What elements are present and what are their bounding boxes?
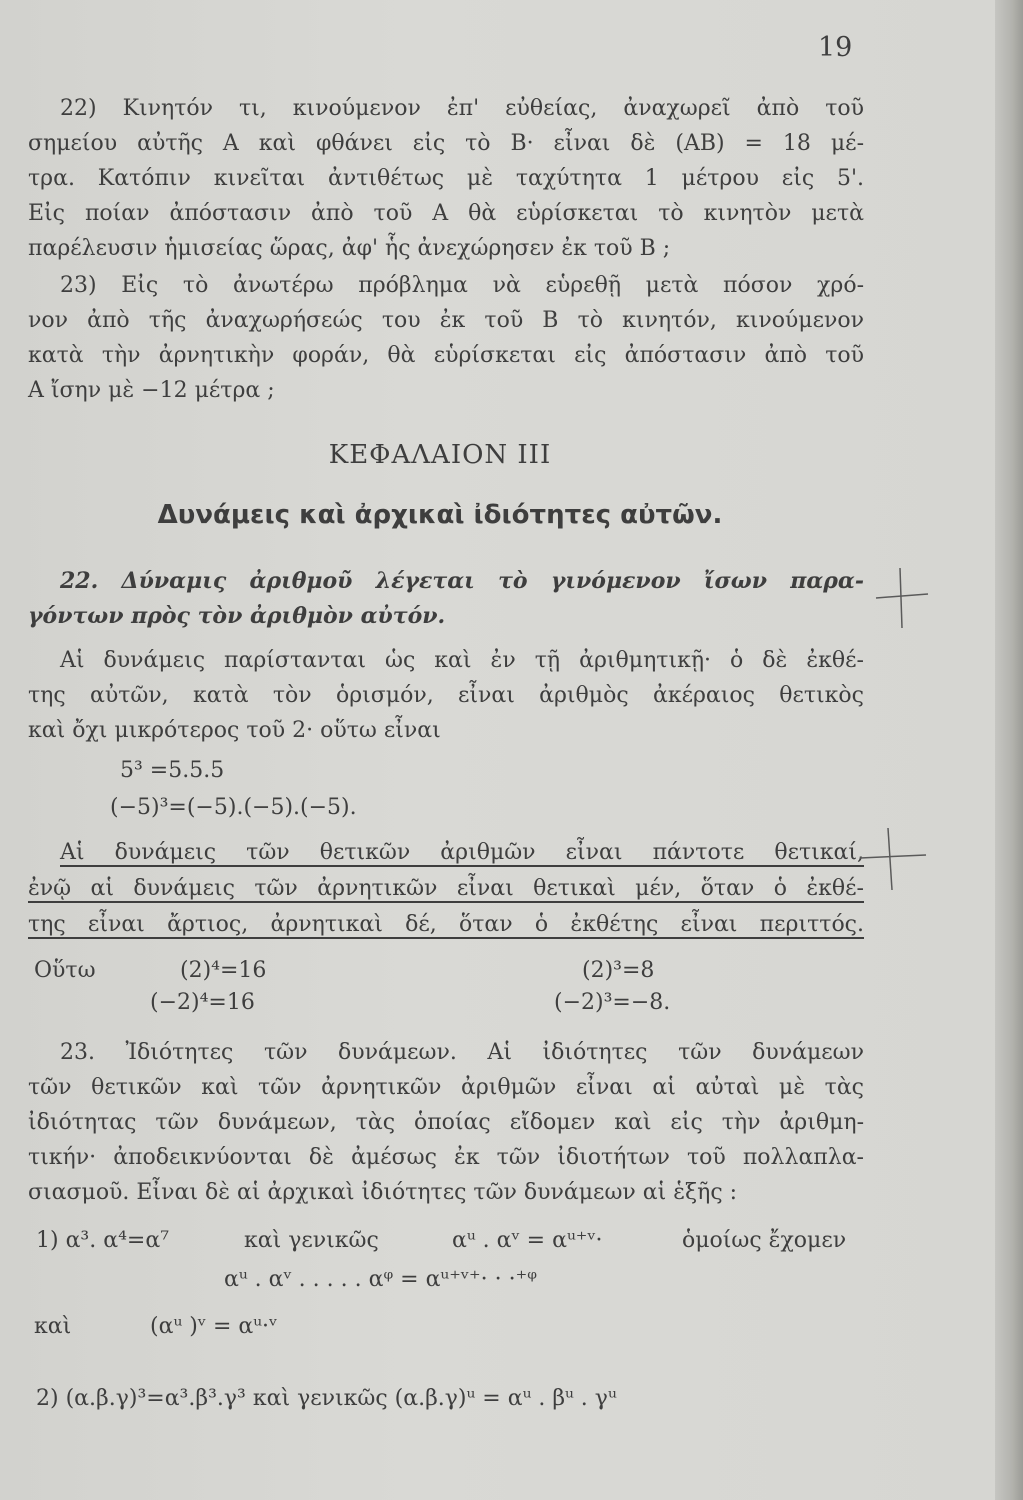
property-1-formula: αᵘ . αᵛ = αᵘ⁺ᵛ· (452, 1228, 603, 1253)
problem-23-line: νον ἀπὸ τῆς ἀναχωρήσεώς του ἐκ τοῦ Β τὸ κινητόν, κινούμενον (28, 308, 864, 333)
problem-22-line: 22) Κινητόν τι, κινούμενον ἐπ' εὐθείας, ἀναχωρεῖ ἀπὸ τοῦ (60, 96, 864, 121)
section-22-rule: Αἱ δυνάμεις τῶν θετικῶν ἀριθμῶν εἶναι πάντοτε θετικαί, (60, 840, 864, 865)
problem-22-line: τρα. Κατόπιν κινεῖται ἀντιθέτως μὲ ταχύτητα 1 μέτρου εἰς 5'. (28, 166, 864, 191)
section-22-definition: γόντων πρὸς τὸν ἀριθμὸν αὐτόν. (28, 603, 446, 629)
examples-label: Οὕτω (34, 958, 96, 983)
chapter-title: ΚΕΦΑΛΑΙΟΝ ΙΙΙ (328, 440, 552, 470)
problem-22-line: παρέλευσιν ἡμισείας ὥρας, ἀφ' ἧς ἀνεχώρησεν ἐκ τοῦ Β ; (28, 236, 671, 261)
pencil-cross-mark (900, 568, 902, 628)
section-22-rule: ἐνῷ αἱ δυνάμεις τῶν ἀρνητικῶν εἶναι θετικαὶ μέν, ὅταν ὁ ἐκθέ- (28, 876, 864, 901)
problem-22-line: σημείου αὐτῆς Α καὶ φθάνει εἰς τὸ Β· εἶναι δὲ (ΑΒ) = 18 μέ- (28, 131, 864, 156)
pencil-cross-mark (888, 828, 892, 890)
equation-minus-5-cubed: (−5)³=(−5).(−5).(−5). (110, 795, 357, 820)
example-power: (2)³=8 (582, 958, 655, 983)
section-23-line: σιασμοῦ. Εἶναι δὲ αἱ ἀρχικαὶ ἰδιότητες τῶν δυνάμεων αἱ ἑξῆς : (28, 1180, 738, 1205)
property-1-general-formula: αᵘ . αᵛ . . . . . αᵠ = αᵘ⁺ᵛ⁺· · ·⁺ᵠ (224, 1267, 537, 1292)
section-22-body: Αἱ δυνάμεις παρίστανται ὡς καὶ ἐν τῇ ἀριθμητικῇ· ὁ δὲ ἐκθέ- (60, 648, 864, 673)
property-power-formula: (αᵘ )ᵛ = αᵘ·ᵛ (150, 1314, 278, 1339)
problem-23-line: Α ἴσην μὲ −12 μέτρα ; (28, 378, 275, 403)
page-number: 19 (818, 32, 853, 63)
section-23-line: τικήν· ἀποδεικνύονται δὲ ἀμέσως ἐκ τῶν ἰδιοτήτων τοῦ πολλαπλα- (28, 1145, 864, 1170)
property-1-tail: ὁμοίως ἔχομεν (682, 1228, 847, 1253)
equation-5-cubed: 5³ =5.5.5 (120, 758, 225, 783)
section-23-line: τῶν θετικῶν καὶ τῶν ἀρνητικῶν ἀριθμῶν εἶναι αἱ αὐταὶ μὲ τὰς (28, 1075, 864, 1100)
example-power: (−2)³=−8. (554, 990, 671, 1015)
example-power: (2)⁴=16 (180, 958, 267, 983)
section-22-body: καὶ ὄχι μικρότερος τοῦ 2· οὕτω εἶναι (28, 718, 441, 743)
example-power: (−2)⁴=16 (150, 990, 255, 1015)
property-1-text: καὶ γενικῶς (244, 1228, 379, 1253)
section-23-line: ἰδιότητας τῶν δυνάμεων, τὰς ὁποίας εἴδομεν καὶ εἰς τὴν ἀριθμη- (28, 1110, 864, 1135)
property-2-formula: 2) (α.β.γ)³=α³.β³.γ³ καὶ γενικῶς (α.β.γ)ᵘ = αᵘ . βᵘ . γᵘ (36, 1386, 617, 1411)
property-1-label: 1) α³. α⁴=α⁷ (36, 1228, 170, 1253)
pencil-cross-mark (876, 594, 928, 598)
section-22-definition: 22. Δύναμις ἀριθμοῦ λέγεται τὸ γινόμενον ἴσων παρα- (60, 568, 864, 594)
problem-22-line: Εἰς ποίαν ἀπόστασιν ἀπὸ τοῦ Α θὰ εὑρίσκεται τὸ κινητὸν μετὰ (28, 201, 864, 226)
property-power-label: καὶ (34, 1314, 72, 1339)
pencil-cross-mark (860, 855, 926, 858)
problem-23-line: κατὰ τὴν ἀρνητικὴν φοράν, θὰ εὑρίσκεται εἰς ἀπόστασιν ἀπὸ τοῦ (28, 343, 864, 368)
chapter-subtitle: Δυνάμεις καὶ ἀρχικαὶ ἰδιότητες αὐτῶν. (157, 500, 723, 530)
section-22-body: της αὐτῶν, κατὰ τὸν ὁρισμόν, εἶναι ἀριθμὸς ἀκέραιος θετικὸς (28, 683, 864, 708)
section-23-line: 23. Ἰδιότητες τῶν δυνάμεων. Αἱ ἰδιότητες τῶν δυνάμεων (60, 1040, 864, 1065)
section-22-rule: της εἶναι ἄρτιος, ἀρνητικαὶ δέ, ὅταν ὁ ἐκθέτης εἶναι περιττός. (28, 912, 864, 937)
problem-23-line: 23) Εἰς τὸ ἀνωτέρω πρόβλημα νὰ εὑρεθῇ μετὰ πόσον χρό- (60, 273, 864, 298)
